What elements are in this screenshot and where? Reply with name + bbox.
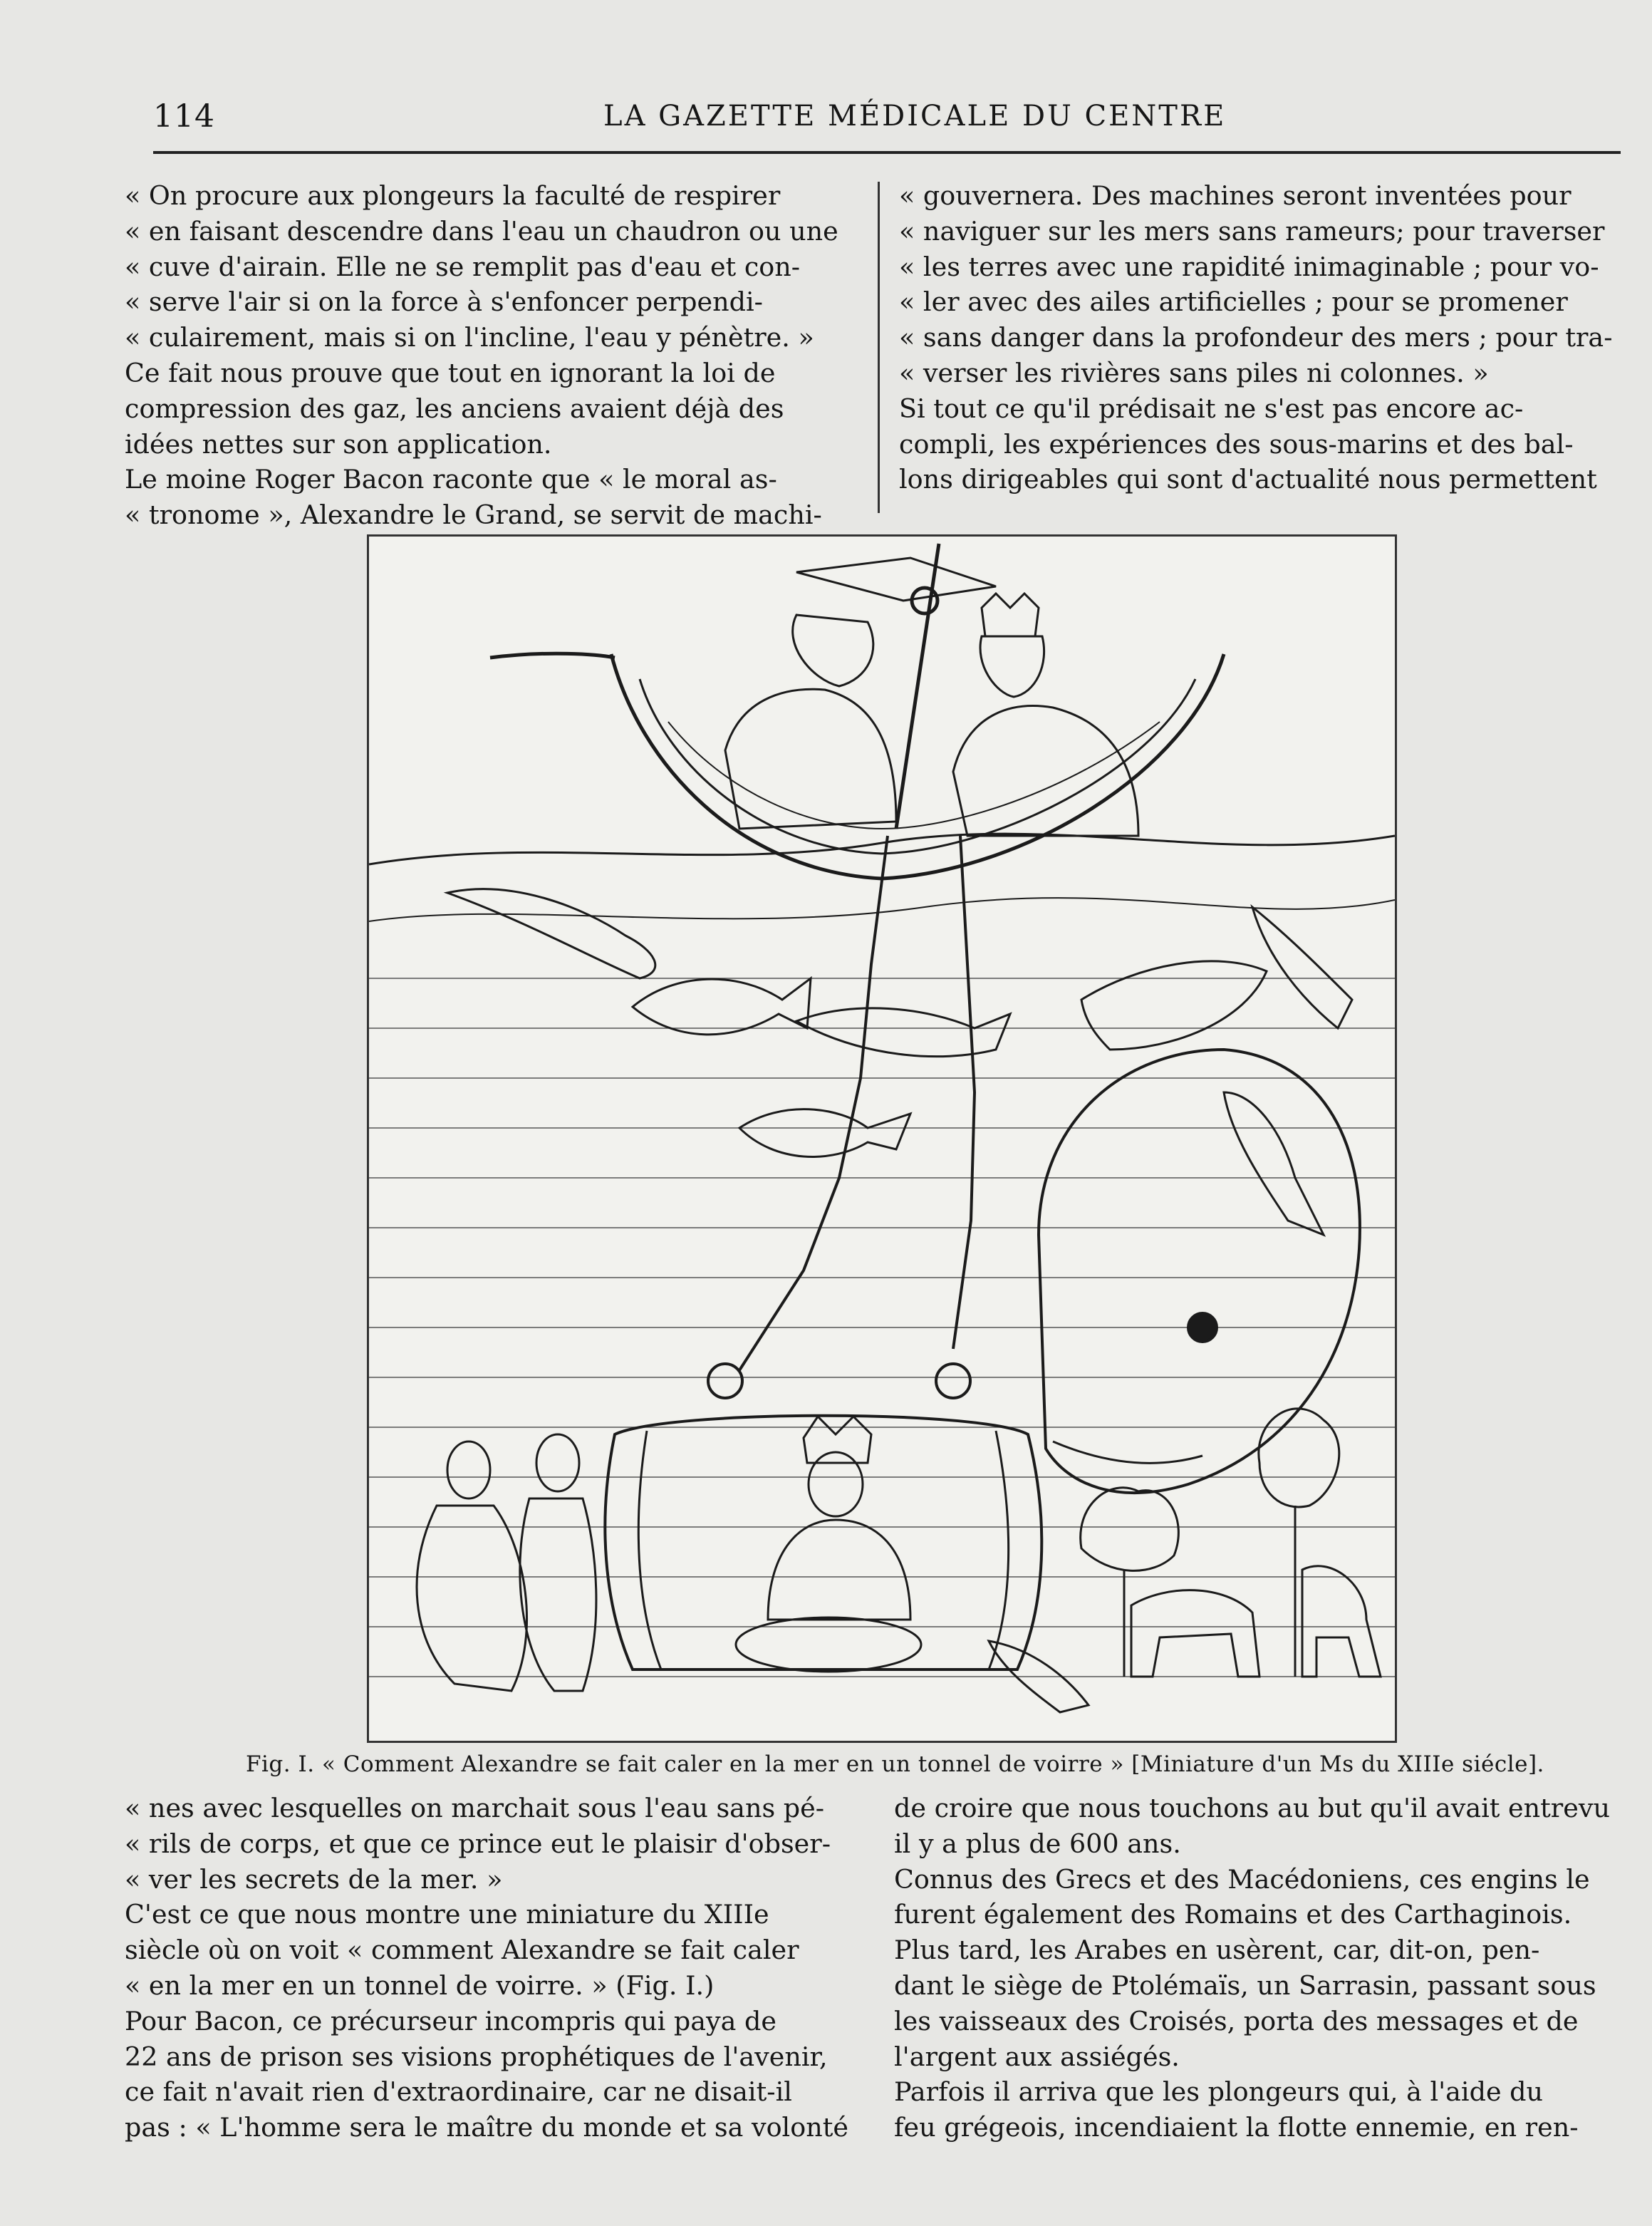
alexander-diving-bell-illustration: [369, 537, 1395, 1741]
boatmen: [725, 594, 1138, 836]
text-line: Ce fait nous prouve que tout en ignorant la loi de: [125, 357, 776, 388]
text-line: Parfois il arriva que les plongeurs qui, à l'aide du: [894, 2076, 1544, 2108]
text-line: les vaisseaux des Croisés, porta des messages et de: [894, 2005, 1579, 2036]
text-line: Plus tard, les Arabes en usèrent, car, dit-on, pen-: [894, 1935, 1540, 1966]
journal-title: LA GAZETTE MÉDICALE DU CENTRE: [603, 100, 1227, 133]
text-line: dant le siège de Ptolémaïs, un Sarrasin, passant sous: [894, 1969, 1596, 2001]
column-bottom-right: [894, 1791, 1621, 2145]
text-line: 22 ans de prison ses visions prophétiques de l'avenir,: [125, 2041, 828, 2072]
text-line: idées nettes sur son application.: [125, 428, 552, 460]
text-line: « serve l'air si on la force à s'enfoncer perpendi-: [125, 286, 764, 318]
column-bottom-left: [125, 1791, 866, 2145]
text-line: compli, les expériences des sous-marins et des bal-: [899, 428, 1574, 460]
text-line: « rils de corps, et que ce prince eut le plaisir d'obser-: [125, 1828, 831, 1859]
text-line: C'est ce que nous montre une miniature du XIIIe: [125, 1899, 769, 1930]
text-line: Si tout ce qu'il prédisait ne s'est pas encore ac-: [899, 393, 1524, 424]
text-line: « ler avec des ailes artificielles ; pour se promener: [899, 286, 1568, 318]
header-rule: [153, 151, 1621, 154]
page-header: [153, 98, 1621, 141]
text-line: « On procure aux plongeurs la faculté de respirer: [125, 180, 781, 211]
text-line: compression des gaz, les anciens avaient déjà des: [125, 393, 784, 424]
text-line: furent également des Romains et des Carthaginois.: [894, 1899, 1572, 1930]
text-line: Connus des Grecs et des Macédoniens, ces engins le: [894, 1863, 1590, 1895]
text-line: « en la mer en un tonnel de voirre. » (Fig. I.): [125, 1969, 715, 2001]
text-line: « naviguer sur les mers sans rameurs; pour traverser: [899, 215, 1605, 247]
fishes: [447, 889, 1352, 1712]
text-line: siècle où on voit « comment Alexandre se fait caler: [125, 1935, 799, 1966]
text-line: « verser les rivières sans piles ni colonnes. »: [899, 357, 1489, 388]
alexander-figure: [736, 1417, 921, 1672]
text-line: « les terres avec une rapidité inimaginable ; pour vo-: [899, 251, 1599, 282]
text-line: l'argent aux assiégés.: [894, 2041, 1180, 2072]
text-line: feu grégeois, incendiaient la flotte ennemie, en ren-: [894, 2112, 1579, 2143]
text-line: « tronome », Alexandre le Grand, se servit de machi-: [125, 499, 822, 531]
text-line: Pour Bacon, ce précurseur incompris qui paya de: [125, 2005, 776, 2036]
text-line: il y a plus de 600 ans.: [894, 1828, 1181, 1859]
text-line: « cuve d'airain. Elle ne se remplit pas d'eau et con-: [125, 251, 801, 282]
text-line: « gouvernera. Des machines seront inventées pour: [899, 180, 1572, 211]
text-line: lons dirigeables qui sont d'actualité nous permettent: [899, 464, 1597, 495]
figure-caption: Fig. I. « Comment Alexandre se fait caler en la mer en un tonnel de voirre » [Miniature d'un Ms du XIIIe siécle].: [246, 1751, 1544, 1777]
column-divider: [878, 182, 880, 513]
figure-illustration: [367, 534, 1397, 1743]
text-line: « en faisant descendre dans l'eau un chaudron ou une: [125, 215, 838, 247]
text-line: « ver les secrets de la mer. »: [125, 1863, 503, 1895]
text-line: « culairement, mais si on l'incline, l'eau y pénètre. »: [125, 322, 814, 353]
page-number: 114: [153, 98, 215, 135]
text-line: « nes avec lesquelles on marchait sous l'eau sans pé-: [125, 1793, 825, 1823]
column-top-left: [125, 178, 866, 533]
column-top-right: [899, 178, 1622, 497]
trees-and-animals: [1081, 1409, 1381, 1677]
whale: [1039, 1050, 1360, 1493]
mast: [796, 544, 996, 829]
text-line: pas : « L'homme sera le maître du monde et sa volonté: [125, 2112, 848, 2143]
chains: [739, 836, 975, 1370]
text-line: ce fait n'avait rien d'extraordinaire, car ne disait-il: [125, 2076, 792, 2108]
boat: [490, 653, 1224, 879]
divers: [417, 1434, 596, 1691]
text-line: « sans danger dans la profondeur des mers ; pour tra-: [899, 322, 1613, 353]
barrel: [605, 1364, 1041, 1670]
text-line: de croire que nous touchons au but qu'il avait entrevu: [894, 1793, 1610, 1823]
text-line: Le moine Roger Bacon raconte que « le moral as-: [125, 464, 777, 495]
